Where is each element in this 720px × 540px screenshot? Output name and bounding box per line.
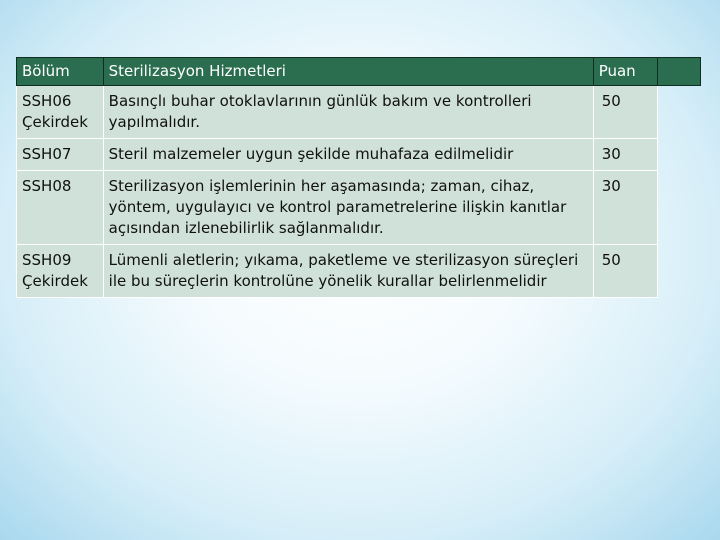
standard-points: 30 <box>593 139 657 171</box>
standard-text: Steril malzemeler uygun şekilde muhafaza edilmelidir <box>103 139 593 171</box>
standard-text: Basınçlı buhar otoklavlarının günlük bakım ve kontrolleri yapılmalıdır. <box>103 86 593 139</box>
core-tag: Çekirdek <box>22 272 88 290</box>
sterilization-standards-table <box>16 57 701 298</box>
row-section-cell <box>17 86 104 139</box>
empty-cell <box>657 139 700 171</box>
header-service: Sterilizasyon Hizmetleri <box>103 58 593 86</box>
standard-code: SSH09 <box>22 251 72 269</box>
empty-cell <box>657 245 700 298</box>
standard-code: SSH06 <box>22 92 72 110</box>
table-header-row <box>17 58 701 86</box>
row-section-cell <box>17 171 104 245</box>
core-tag: Çekirdek <box>22 113 88 131</box>
header-section: Bölüm <box>17 58 104 86</box>
standard-code: SSH07 <box>22 145 72 163</box>
empty-cell <box>657 171 700 245</box>
header-points: Puan <box>593 58 657 86</box>
standard-points: 30 <box>593 171 657 245</box>
table-row <box>17 171 701 245</box>
empty-cell <box>657 86 700 139</box>
table-row <box>17 86 701 139</box>
standard-text: Sterilizasyon işlemlerinin her aşamasında; zaman, cihaz, yöntem, uygulayıcı ve kontrol parametrelerine ilişkin kanıtlar açısından izlenebilirlik sağlanmalıdır. <box>103 171 593 245</box>
standard-points: 50 <box>593 245 657 298</box>
standard-points: 50 <box>593 86 657 139</box>
header-extra <box>657 58 700 86</box>
row-section-cell <box>17 139 104 171</box>
standard-code: SSH08 <box>22 177 72 195</box>
standard-text: Lümenli aletlerin; yıkama, paketleme ve sterilizasyon süreçleri ile bu süreçlerin kontrolüne yönelik kurallar belirlenmelidir <box>103 245 593 298</box>
table-row <box>17 139 701 171</box>
row-section-cell <box>17 245 104 298</box>
table-row <box>17 245 701 298</box>
